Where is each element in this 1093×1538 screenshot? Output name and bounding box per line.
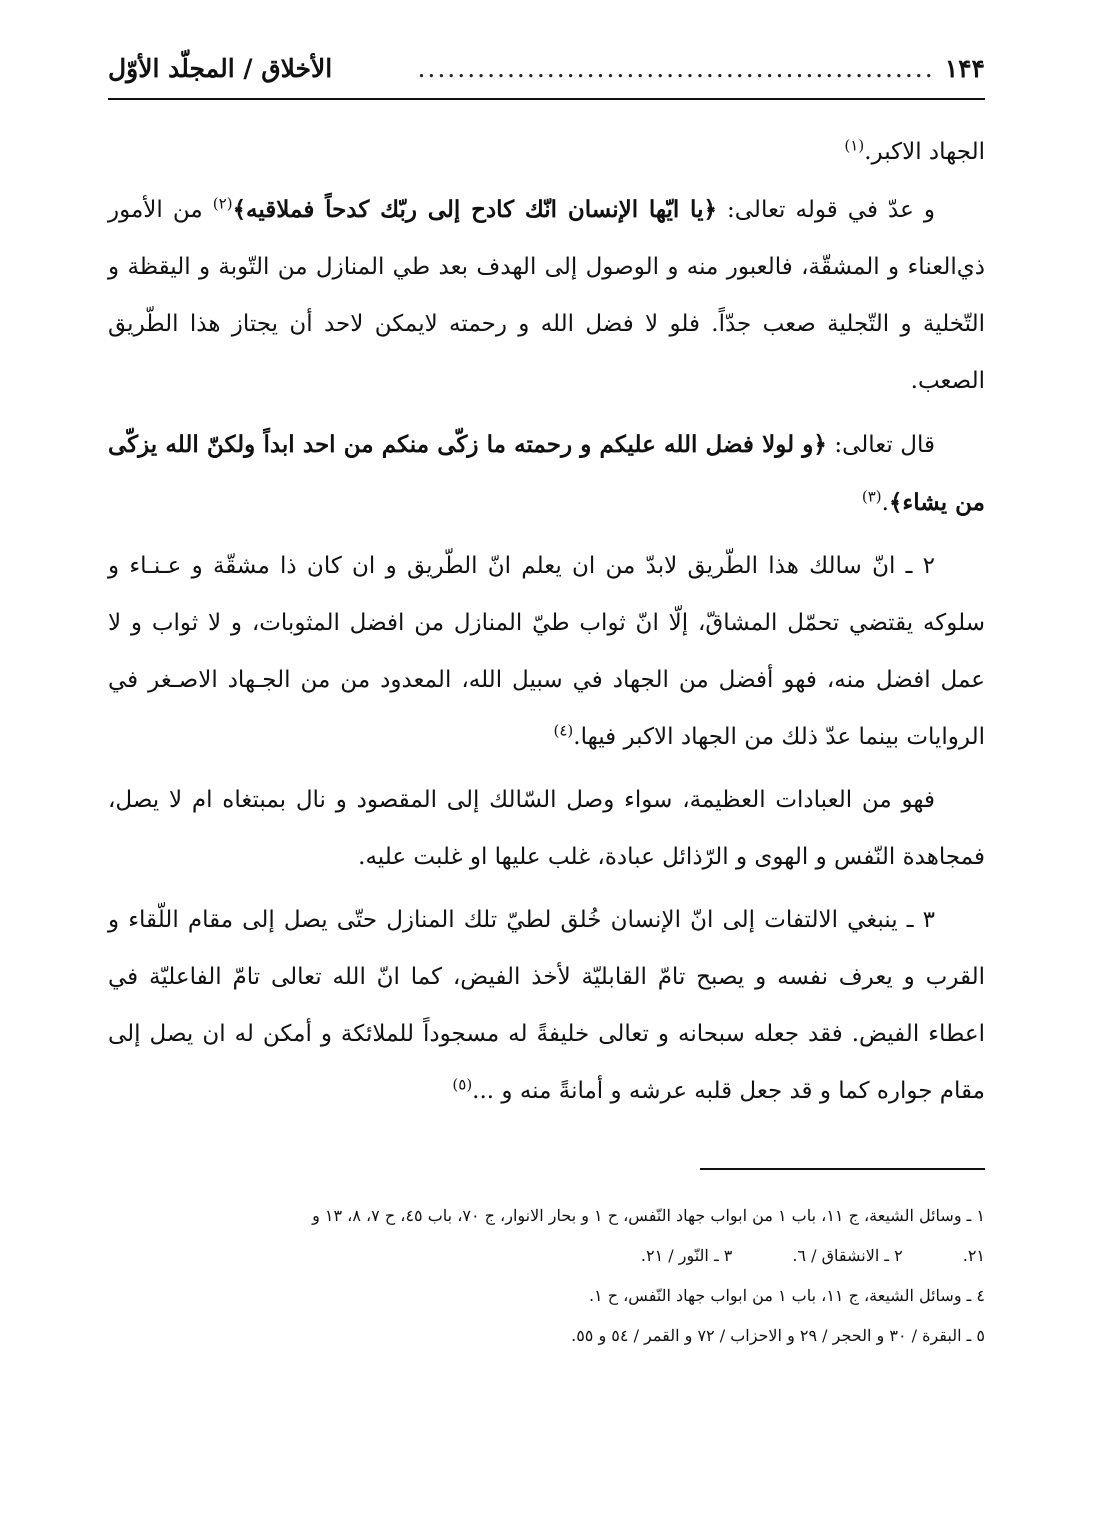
footnote-3: ٣ ـ النّور / ٢١. — [640, 1246, 733, 1265]
paragraph-3-intro: قال تعالى: — [826, 432, 935, 458]
page-number: ١۴۴ — [944, 53, 985, 83]
paragraph-1-text: الجهاد الاكبر. — [864, 139, 985, 165]
paragraph-2-rest: من الأمور ذي‌العناء و المشقّة، فالعبور منه و الوصول إلى الهدف بعد طي المنازل من التّوبة و اليقظة و التّخلية و التّجلية صعب جدّاً. فلو لا فضل الله و رحمته لايمكن لاحد أن يجتاز هذا الطّريق الصعب. — [108, 197, 985, 394]
footnote-row-1-3 — [108, 1236, 985, 1276]
footnote-ref-1: (١) — [844, 136, 865, 155]
header-dot-leader: .................................................... — [417, 53, 935, 83]
paragraph-2-intro: و عدّ في قوله تعالى: — [716, 197, 935, 223]
quran-verse-2: ﴿و لولا فضل الله عليكم و رحمته ما زكّى منكم من احد ابداً ولكنّ الله يزكّى من يشاء﴾ — [108, 431, 985, 516]
footnote-4: ٤ ـ وسائل الشيعة، ج ١١، باب ١ من ابواب جهاد النّفس، ح ١. — [588, 1286, 985, 1305]
page-header — [108, 40, 985, 96]
footnote-ref-4: (٤) — [553, 721, 574, 740]
footnote-5: ٥ ـ البقرة / ٣٠ و الحجر / ٢٩ و الاحزاب / ٧٢ و القمر / ٥٤ و ٥٥. — [571, 1326, 985, 1345]
footnote-2: ٢ ـ الانشقاق / ٦. — [792, 1246, 903, 1265]
body-text — [108, 124, 985, 1120]
paragraph-6 — [108, 892, 985, 1120]
paragraph-2 — [108, 181, 985, 410]
footnotes — [108, 1196, 985, 1356]
footnote-1: ١ ـ وسائل الشيعة، ج ١١، باب ١ من ابواب جهاد النّفس، ح ١ و بحار الانوار، ج ٧٠، باب ٤٥، ح ٧، ٨، ١٣ و — [312, 1206, 985, 1225]
header-rule — [108, 98, 985, 100]
paragraph-3-tail: . — [881, 490, 889, 516]
paragraph-3 — [108, 416, 985, 532]
footnote-ref-2: (٢) — [212, 194, 233, 213]
footnote-ref-5: (٥) — [452, 1075, 473, 1094]
quran-verse-1: ﴿يا ايّها الإنسان انّك كادح إلى ربّك كدحاً فملاقيه﴾ — [232, 196, 717, 223]
paragraph-4 — [108, 538, 985, 766]
paragraph-4-text: ٢ ـ انّ سالك هذا الطّريق لابدّ من ان يعلم انّ الطّريق و ان كان ذا مشقّة و عـنـاء و سلوكه يقتضي تحمّل المشاقّ، إلّا انّ ثواب طيّ المنازل من افضل المثوبات، و لا ثواب و لا عمل افضل منه، فهو أفضل من الجهاد في سبيل الله، المعدود من من الجـهاد الاصـغر في الروايات بينما عدّ ذلك من الجهاد الاكبر فيها. — [108, 553, 985, 750]
footnote-rule — [700, 1168, 985, 1170]
paragraph-5 — [108, 772, 985, 886]
paragraph-1 — [108, 124, 985, 181]
paragraph-5-text: فهو من العبادات العظيمة، سواء وصل السّالك إلى المقصود و نال بمبتغاه ام لا يصل، فمجاهدة النّفس و الهوى و الرّذائل عبادة، غلب عليها او غلبت عليه. — [108, 787, 985, 870]
footnote-1-continued: ٢١. — [962, 1246, 985, 1265]
paragraph-6-text: ٣ ـ ينبغي الالتفات إلى انّ الإنسان خُلق لطيّ تلك المنازل حتّى يصل إلى مقام اللّقاء و القرب و يعرف نفسه و يصبح تامّ القابليّة لأخذ الفيض، كما انّ الله تعالى تامّ الفاعليّة في اعطاء الفيض. فقد جعله سبحانه و تعالى خليفةً له مسجوداً للملائكة و أمكن له ان يصل إلى مقام جواره كما و قد جعل قلبه عرشه و أمانةً منه و ... — [108, 907, 985, 1104]
running-title: الأخلاق / المجلّد الأوّل — [108, 53, 333, 83]
footnote-ref-3: (٣) — [861, 487, 882, 506]
